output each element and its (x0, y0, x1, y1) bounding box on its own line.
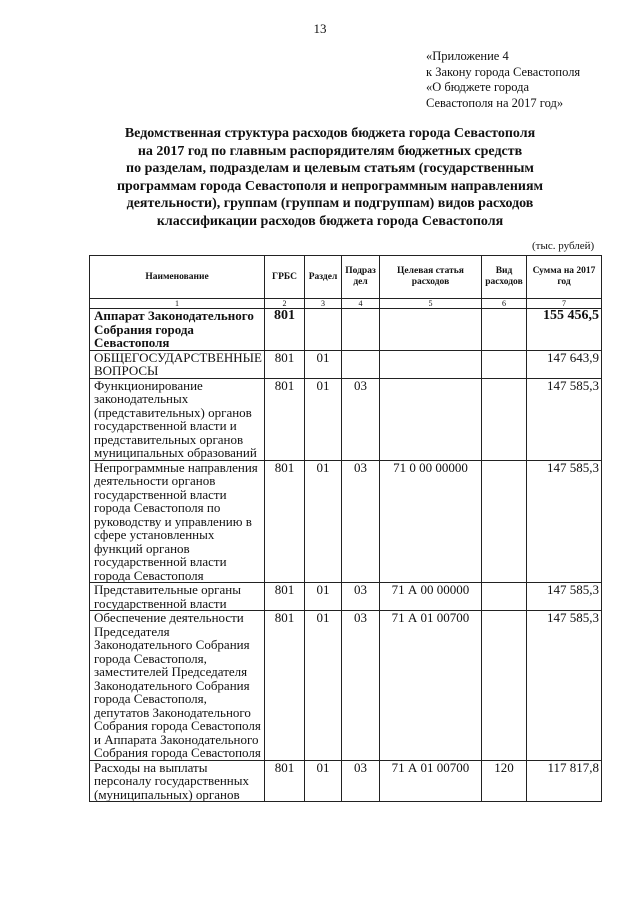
row-sum: 147 643,9 (527, 350, 602, 378)
col-number: 1 (90, 299, 265, 309)
row-sum: 147 585,3 (527, 583, 602, 611)
col-number: 3 (305, 299, 342, 309)
row-grbs: 801 (265, 350, 305, 378)
row-vid (482, 378, 527, 460)
row-sum: 117 817,8 (527, 760, 602, 802)
header-vid: Вид расходов (482, 256, 527, 299)
row-name: Представительные органы государственной власти (90, 583, 265, 611)
header-grbs: ГРБС (265, 256, 305, 299)
table-row (90, 350, 602, 378)
row-razdel: 01 (305, 350, 342, 378)
row-razdel: 01 (305, 760, 342, 802)
title-line: по разделам, подразделам и целевым статьям (государственным (126, 161, 534, 176)
row-name: Расходы на выплаты персоналу государственных (муниципальных) органов (90, 760, 265, 802)
appendix-line: к Закону города Севастополя (426, 64, 581, 79)
row-grbs: 801 (265, 378, 305, 460)
row-name: Функционирование законодательных (представительных) органов государственной власти и представительных органов муниципальных образований (90, 378, 265, 460)
row-target: 71 А 00 00000 (380, 583, 482, 611)
row-target: 71 А 01 00700 (380, 611, 482, 761)
title-line: программам города Севастополя и непрограммным направлениям (116, 178, 544, 194)
header-podrazdel: Подраз дел (342, 256, 380, 299)
row-name: Обеспечение деятельности Председателя Законодательного Собрания города Севастополя, заместителей Председателя Законодательного Собрания города Севастополя, депутатов Законодательного Собрания города Севастополя и Аппарата Законодательного Собрания города Севастополя (90, 611, 265, 761)
row-grbs: 801 (265, 611, 305, 761)
col-number: 6 (482, 299, 527, 309)
row-sum: 147 585,3 (527, 611, 602, 761)
row-vid: 120 (482, 760, 527, 802)
col-number: 7 (527, 299, 602, 309)
row-sum: 147 585,3 (527, 378, 602, 460)
table-row (90, 309, 602, 351)
row-target (380, 309, 482, 351)
row-razdel: 01 (305, 583, 342, 611)
row-podrazdel: 03 (342, 378, 380, 460)
header-target: Целевая статья расходов (380, 256, 482, 299)
col-number: 4 (342, 299, 380, 309)
units-label: (тыс. рублей) (532, 240, 595, 252)
row-grbs: 801 (265, 583, 305, 611)
document-title (80, 125, 580, 230)
row-target: 71 А 01 00700 (380, 760, 482, 802)
title-line: Ведомственная структура расходов бюджета города Севастополя (124, 126, 536, 141)
row-podrazdel (342, 309, 380, 351)
row-target (380, 350, 482, 378)
row-vid (482, 460, 527, 583)
row-target: 71 0 00 00000 (380, 460, 482, 583)
row-vid (482, 350, 527, 378)
table-row (90, 583, 602, 611)
table-row (90, 611, 602, 761)
row-vid (482, 611, 527, 761)
row-vid (482, 583, 527, 611)
table-row (90, 378, 602, 460)
header-razdel: Раздел (305, 256, 342, 299)
title-line: классификации расходов бюджета города Севастополя (156, 213, 504, 229)
row-podrazdel (342, 350, 380, 378)
appendix-line: Севастополя на 2017 год» (426, 95, 564, 110)
header-row (90, 256, 602, 299)
row-razdel: 01 (305, 378, 342, 460)
row-grbs: 801 (265, 460, 305, 583)
header-name: Наименование (90, 256, 265, 299)
table-row (90, 460, 602, 583)
row-podrazdel: 03 (342, 583, 380, 611)
row-razdel: 01 (305, 611, 342, 761)
row-name: ОБЩЕГОСУДАРСТВЕННЫЕ ВОПРОСЫ (90, 350, 265, 378)
row-grbs: 801 (265, 309, 305, 351)
row-target (380, 378, 482, 460)
appendix-line: «Приложение 4 (426, 49, 509, 63)
row-sum: 155 456,5 (527, 309, 602, 351)
row-vid (482, 309, 527, 351)
col-number: 5 (380, 299, 482, 309)
row-podrazdel: 03 (342, 760, 380, 802)
row-podrazdel: 03 (342, 460, 380, 583)
title-line: на 2017 год по главным распорядителям бюджетных средств (137, 143, 523, 159)
row-name: Аппарат Законодательного Собрания города Севастополя (90, 309, 265, 351)
page-number: 13 (313, 21, 327, 36)
row-razdel (305, 309, 342, 351)
header-sum: Сумма на 2017 год (527, 256, 602, 299)
row-sum: 147 585,3 (527, 460, 602, 583)
title-line: деятельности), группам (группам и подгруппам) видов расходов (126, 196, 534, 211)
row-podrazdel: 03 (342, 611, 380, 761)
row-razdel: 01 (305, 460, 342, 583)
row-grbs: 801 (265, 760, 305, 802)
column-number-row (90, 299, 602, 309)
col-number: 2 (265, 299, 305, 309)
appendix-line: «О бюджете города (426, 80, 530, 94)
table-row (90, 760, 602, 802)
appendix-reference (426, 49, 580, 111)
expenditure-table (89, 255, 602, 802)
row-name: Непрограммные направления деятельности органов государственной власти города Севастополя по руководству и управлению в сфере установленных функций органов государственной власти города Севастополя (90, 460, 265, 583)
